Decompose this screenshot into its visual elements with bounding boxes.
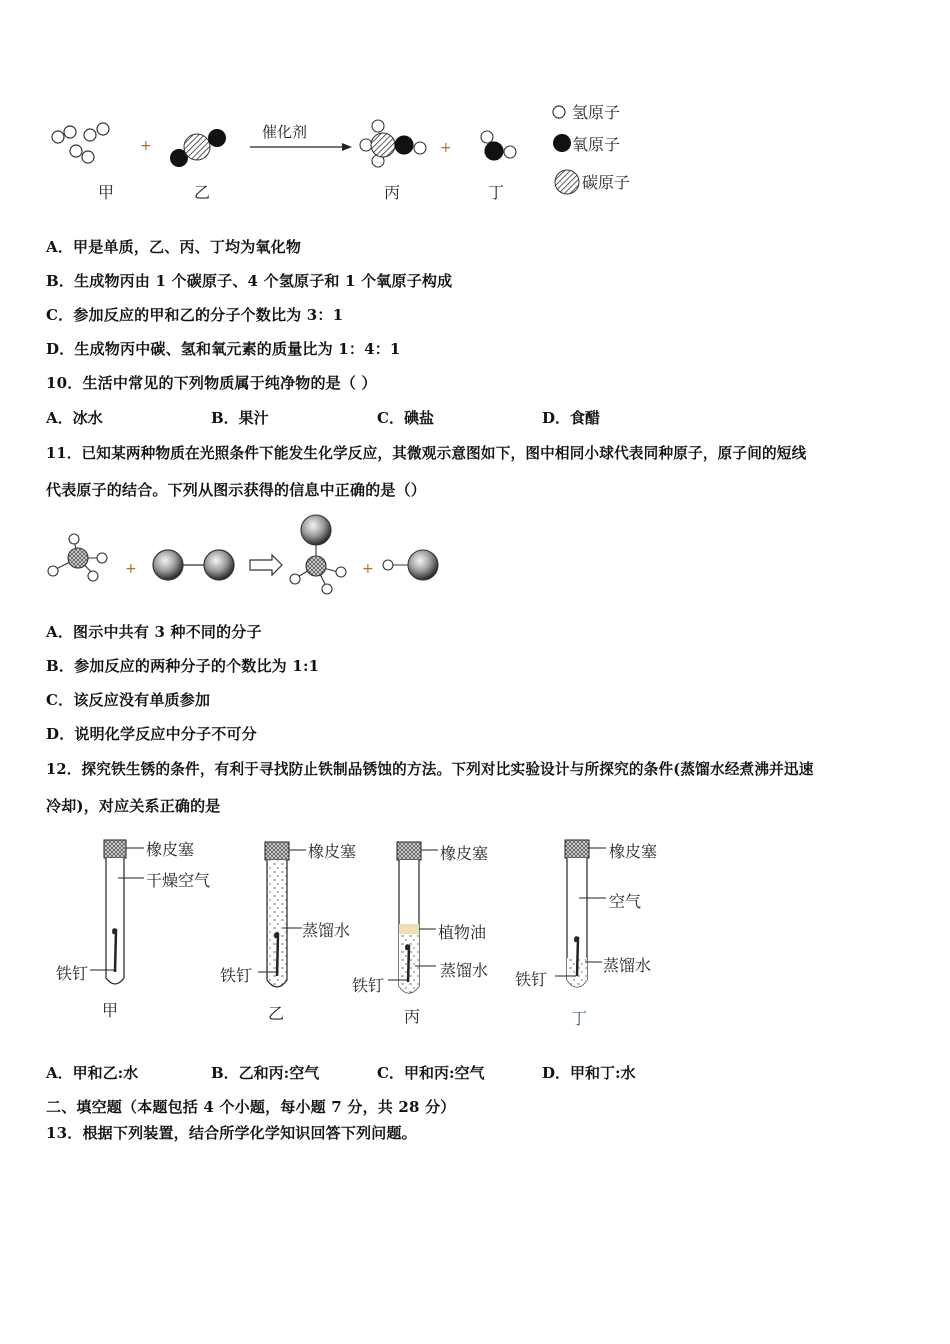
q9-option-c: C．参加反应的甲和乙的分子个数比为 3：1 xyxy=(46,306,344,324)
reaction-diagram-1 xyxy=(40,95,660,205)
molecule-methane xyxy=(48,534,107,581)
tube-ding-air-label: 空气 xyxy=(609,892,642,911)
tube-jia xyxy=(90,840,144,984)
reaction-diagram-2 xyxy=(40,512,460,602)
label-ding: 丁 xyxy=(488,183,505,202)
tube-bing-oil-label: 植物油 xyxy=(438,923,487,942)
catalyst-label: 催化剂 xyxy=(262,123,308,141)
q9-option-d: D．生成物丙中碳、氢和氧元素的质量比为 1：4：1 xyxy=(46,340,401,358)
q11-option-c: C．该反应没有单质参加 xyxy=(46,691,211,709)
tube-jia-air-label: 干燥空气 xyxy=(146,871,211,890)
svg-text:+: + xyxy=(362,561,374,577)
q11-option-d: D．说明化学反应中分子不可分 xyxy=(46,725,257,743)
tube-jia-name: 甲 xyxy=(102,1001,119,1020)
q11-option-b: B．参加反应的两种分子的个数比为 1:1 xyxy=(46,657,320,675)
svg-text:+: + xyxy=(440,140,452,156)
legend-carbon-icon xyxy=(555,170,579,194)
legend-label-oxygen: 氧原子 xyxy=(572,135,621,154)
molecule-jia xyxy=(52,123,109,163)
q12-stem-line2: 冷却)，对应关系正确的是 xyxy=(46,797,221,815)
tube-ding-name: 丁 xyxy=(571,1009,588,1028)
q10-option-c: C．碘盐 xyxy=(377,409,434,427)
q12-option-a: A．甲和乙:水 xyxy=(46,1064,139,1082)
tube-yi xyxy=(258,842,306,987)
molecule-yi xyxy=(170,129,226,167)
oil-layer xyxy=(399,924,419,934)
legend-label-carbon: 碳原子 xyxy=(582,173,631,192)
legend-label-hydrogen: 氢原子 xyxy=(572,103,621,122)
q11-stem-line2: 代表原子的结合。下列从图示获得的信息中正确的是（） xyxy=(46,481,427,499)
q10-option-a: A．冰水 xyxy=(46,409,103,427)
q10-option-d: D．食醋 xyxy=(542,409,601,427)
q9-option-a: A．甲是单质，乙、丙、丁均为氧化物 xyxy=(46,238,302,256)
tube-ding xyxy=(555,840,606,987)
tube-ding-stopper-label: 橡皮塞 xyxy=(609,842,658,861)
label-jia: 甲 xyxy=(98,183,115,202)
molecule-chlorine xyxy=(153,550,234,580)
label-yi: 乙 xyxy=(194,183,211,202)
svg-text:+: + xyxy=(140,138,152,154)
q11-option-a: A．图示中共有 3 种不同的分子 xyxy=(46,623,262,641)
tube-yi-water-label: 蒸馏水 xyxy=(302,921,351,940)
test-tube-diagram xyxy=(40,830,700,1030)
tube-bing-water-label: 蒸馏水 xyxy=(440,961,489,980)
tube-bing-nail-label: 铁钉 xyxy=(352,976,385,995)
q13-stem: 13．根据下列装置，结合所学化学知识回答下列问题。 xyxy=(46,1124,417,1142)
tube-jia-nail-label: 铁钉 xyxy=(56,964,89,983)
tube-jia-stopper-label: 橡皮塞 xyxy=(146,840,195,859)
molecule-ding xyxy=(481,131,516,160)
q10-option-b: B．果汁 xyxy=(211,409,269,427)
legend-hydrogen-icon xyxy=(553,106,565,118)
molecule-hcl xyxy=(383,550,438,580)
section2-heading: 二、填空题（本题包括 4 个小题，每小题 7 分，共 28 分） xyxy=(46,1098,456,1116)
q12-stem-line1: 12．探究铁生锈的条件，有利于寻找防止铁制品锈蚀的方法。下列对比实验设计与所探究的条件(蒸馏水经煮沸并迅速 xyxy=(46,761,814,778)
q11-stem-line1: 11．已知某两种物质在光照条件下能发生化学反应，其微观示意图如下，图中相同小球代表同种原子，原子间的短线 xyxy=(46,445,807,462)
tube-yi-nail-label: 铁钉 xyxy=(220,966,253,985)
molecule-bing xyxy=(360,120,426,167)
tube-yi-name: 乙 xyxy=(268,1004,285,1023)
tube-bing-name: 丙 xyxy=(404,1007,421,1026)
q12-option-d: D．甲和丁:水 xyxy=(542,1064,636,1082)
legend-oxygen-icon xyxy=(553,134,571,152)
q12-option-c: C．甲和丙:空气 xyxy=(377,1064,485,1082)
q10-stem: 10．生活中常见的下列物质属于纯净物的是（ ） xyxy=(46,374,377,392)
label-bing: 丙 xyxy=(384,183,401,202)
q12-option-b: B．乙和丙:空气 xyxy=(211,1064,320,1082)
tube-bing-stopper-label: 橡皮塞 xyxy=(440,844,489,863)
svg-text:+: + xyxy=(125,561,137,577)
tube-ding-water-label: 蒸馏水 xyxy=(603,956,652,975)
double-arrow-icon xyxy=(250,555,282,575)
tube-bing xyxy=(388,842,438,993)
q9-option-b: B．生成物丙由 1 个碳原子、4 个氢原子和 1 个氧原子构成 xyxy=(46,272,453,290)
tube-yi-stopper-label: 橡皮塞 xyxy=(308,842,357,861)
molecule-chloromethane xyxy=(290,515,346,594)
tube-ding-nail-label: 铁钉 xyxy=(515,970,548,989)
